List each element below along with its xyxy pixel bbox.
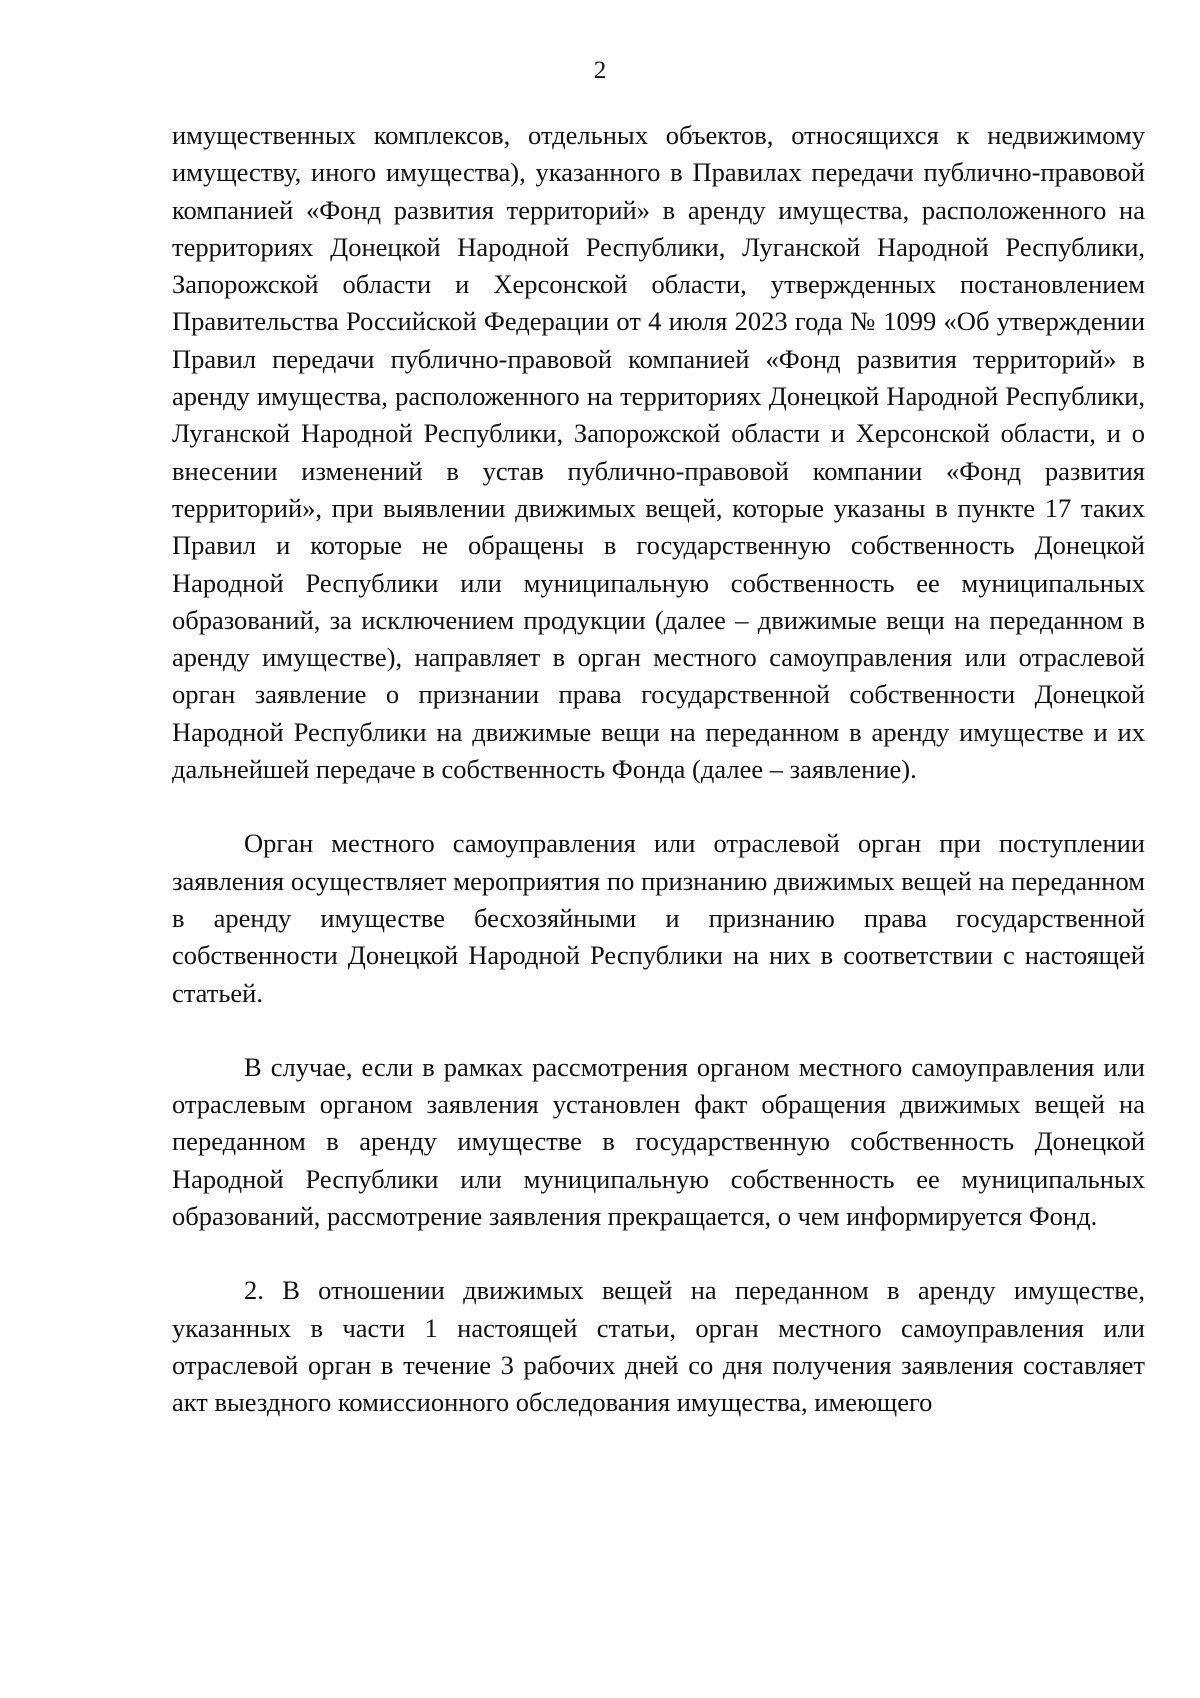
document-body [172,117,1145,1422]
page-number: 2 [593,57,607,84]
paragraph-item-2: 2. В отношении движимых вещей на переданном в аренду имуществе, указанных в части 1 настоящей статьи, орган местного самоуправления или отраслевой орган в течение 3 рабочих дней со дня получения заявления составляет акт выездного комиссионного обследования имущества, имеющего [172,1275,1145,1418]
paragraph-termination-case: В случае, если в рамках рассмотрения органом местного самоуправления или отраслевым органом заявления установлен факт обращения движимых вещей на переданном в аренду имуществе в государственную собственность Донецкой Народной Республики или муниципальную собственность ее муниципальных образований, рассмотрение заявления прекращается, о чем информируется Фонд. [172,1051,1145,1232]
paragraph-continuation: имущественных комплексов, отдельных объектов, относящихся к недвижимому имуществу, иного имущества), указанного в Правилах передачи публично-правовой компанией «Фонд развития территорий» в аренду имущества, расположенного на территориях Донецкой Народной Республики, Луганской Народной Республики, Запорожской области и Херсонской области, утвержденных постановлением Правительства Российской Федерации от 4 июля 2023 года № 1099 «Об утверждении Правил передачи публично-правовой компанией «Фонд развития территорий» в аренду имущества, расположенного на территориях Донецкой Народной Республики, Луганской Народной Республики, Запорожской области и Херсонской области, и о внесении изменений в устав публично-правовой компании «Фонд развития территорий», при выявлении движимых вещей, которые указаны в пункте 17 таких Правил и которые не обращены в государственную собственность Донецкой Народной Республики или муниципальную собственность ее муниципальных образований, за исключением продукции (далее – движимые вещи на переданном в аренду имуществе), направляет в орган местного самоуправления или отраслевой орган заявление о признании права государственной собственности Донецкой Народной Республики на движимые вещи на переданном в аренду имуществе и их дальнейшей передаче в собственность Фонда (далее – заявление). [172,120,1145,785]
paragraph-organ-measures: Орган местного самоуправления или отраслевой орган при поступлении заявления осуществляет мероприятия по признанию движимых вещей на переданном в аренду имуществе бесхозяйными и признанию права государственной собственности Донецкой Народной Республики на них в соответствии с настоящей статьей. [172,828,1145,1008]
